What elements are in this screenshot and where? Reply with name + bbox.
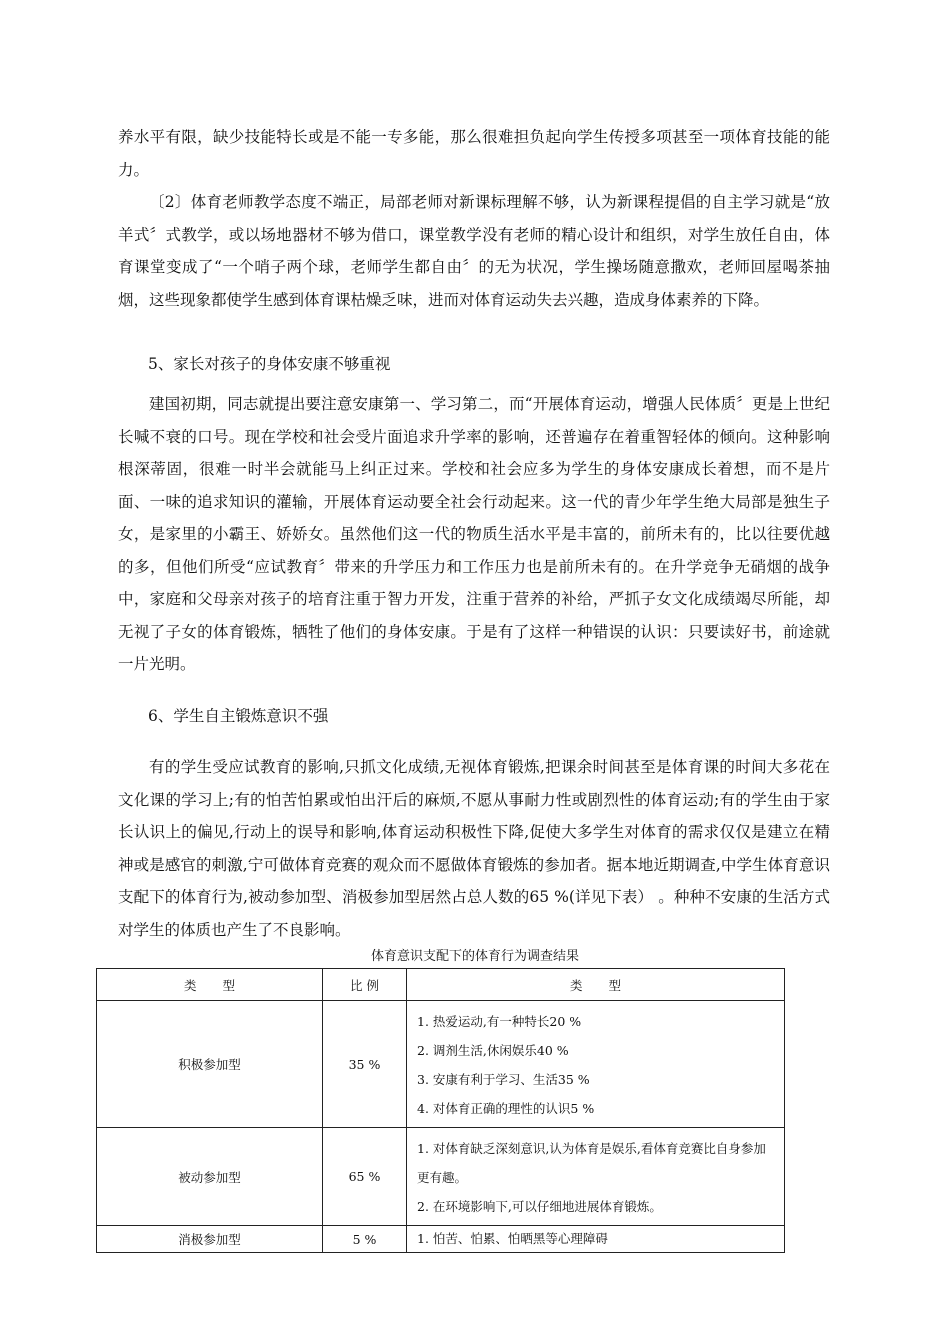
table-row xyxy=(97,1001,785,1128)
row-ratio-negative: 5 % xyxy=(323,1226,407,1253)
row-ratio-active: 35 % xyxy=(323,1001,407,1128)
row-items-active xyxy=(407,1001,785,1128)
section-heading-6: 6、学生自主锻炼意识不强 xyxy=(148,707,329,725)
list-item: 1. 热爱运动,有一种特长20 % xyxy=(417,1014,582,1029)
header-type-char-2: 型 xyxy=(222,977,236,993)
row-type-active: 积极参加型 xyxy=(97,1001,323,1128)
header-detail-char-2: 型 xyxy=(608,977,622,993)
row-type-negative: 消极参加型 xyxy=(97,1226,323,1253)
list-item: 4. 对体育正确的理性的认识5 % xyxy=(417,1101,595,1116)
header-type xyxy=(97,969,323,1001)
row-items-passive xyxy=(407,1128,785,1226)
paragraph-parents: 建国初期，同志就提出要注意安康第一、学习第二，而“开展体育运动，增强人民体质〞更是上世纪长喊不衰的口号。现在学校和社会受片面追求升学率的影响，还普遍存在着重智轻体的倾向。这种影响根深蒂固，很难一时半会就能马上纠正过来。学校和社会应多为学生的身体安康成长着想，而不是片面、一味的追求知识的灌输，开展体育运动要全社会行动起来。这一代的青少年学生绝大局部是独生子女，是家里的小霸王、娇娇女。虽然他们这一代的物质生活水平是丰富的，前所未有的，比以往要优越的多，但他们所受“应试教育〞带来的升学压力和工作压力也是前所未有的。在升学竞争无硝烟的战争中，家庭和父母亲对孩子的培育注重于智力开发，注重于营养的补给，严抓子女文化成绩竭尽所能，却无视了子女的体育锻炼，牺牲了他们的身体安康。于是有了这样一种错误的认识：只要读好书，前途就一片光明。 xyxy=(118,395,830,673)
table-header-row xyxy=(97,969,785,1001)
list-item: 2. 在环境影响下,可以仔细地进展体育锻炼。 xyxy=(417,1199,662,1214)
table-row xyxy=(97,1226,785,1253)
row-ratio-passive: 65 % xyxy=(323,1128,407,1226)
header-ratio xyxy=(323,969,407,1001)
header-ratio-char-1: 比 xyxy=(349,977,363,993)
header-detail xyxy=(407,969,785,1001)
survey-table xyxy=(96,968,785,1253)
list-item: 1. 怕苦、怕累、怕晒黑等心理障碍 xyxy=(417,1231,608,1246)
paragraph-self-exercise: 有的学生受应试教育的影响,只抓文化成绩,无视体育锻炼,把课余时间甚至是体育课的时间大多花在文化课的学习上;有的怕苦怕累或怕出汗后的麻烦,不愿从事耐力性或剧烈性的体育运动;有的学生由于家长认识上的偏见,行动上的误导和影响,体育运动积极性下降,促使大多学生对体育的需求仅仅是建立在精神或是感官的刺激,宁可做体育竞赛的观众而不愿做体育锻炼的参加者。据本地近期调查,中学生体育意识支配下的体育行为,被动参加型、消极参加型居然占总人数的65 %(详见下表） 。种种不安康的生活方式对学生的体质也产生了不良影响。 xyxy=(118,758,830,939)
table-caption: 体育意识支配下的体育行为调查结果 xyxy=(370,949,579,964)
paragraph-teacher-skills-cont: 养水平有限，缺少技能特长或是不能一专多能，那么很难担负起向学生传授多项甚至一项体育技能的能力。 xyxy=(118,128,830,179)
row-type-passive: 被动参加型 xyxy=(97,1128,323,1226)
list-item: 2. 调剂生活,休闲娱乐40 % xyxy=(417,1043,569,1058)
list-item: 1. 对体育缺乏深刻意识,认为体育是娱乐,看体育竞赛比自身参加更有趣。 xyxy=(417,1141,766,1185)
row-items-negative xyxy=(407,1226,785,1253)
list-item: 3. 安康有利于学习、生活35 % xyxy=(417,1072,590,1087)
header-detail-char-1: 类 xyxy=(569,977,583,993)
paragraph-teacher-attitude: 〔2〕体育老师教学态度不端正，局部老师对新课标理解不够，认为新课程提倡的自主学习就是“放羊式〞式教学，或以场地器材不够为借口，课堂教学没有老师的精心设计和组织，对学生放任自由，体育课堂变成了“一个哨子两个球，老师学生都自由〞的无为状况，学生操场随意撒欢，老师回屋喝茶抽烟，这些现象都使学生感到体育课枯燥乏味，进而对体育运动失去兴趣，造成身体素养的下降。 xyxy=(118,193,830,309)
section-heading-5: 5、家长对孩子的身体安康不够重视 xyxy=(148,355,391,373)
header-ratio-char-2: 例 xyxy=(366,977,379,993)
table-row xyxy=(97,1128,785,1226)
header-type-char-1: 类 xyxy=(183,977,197,993)
